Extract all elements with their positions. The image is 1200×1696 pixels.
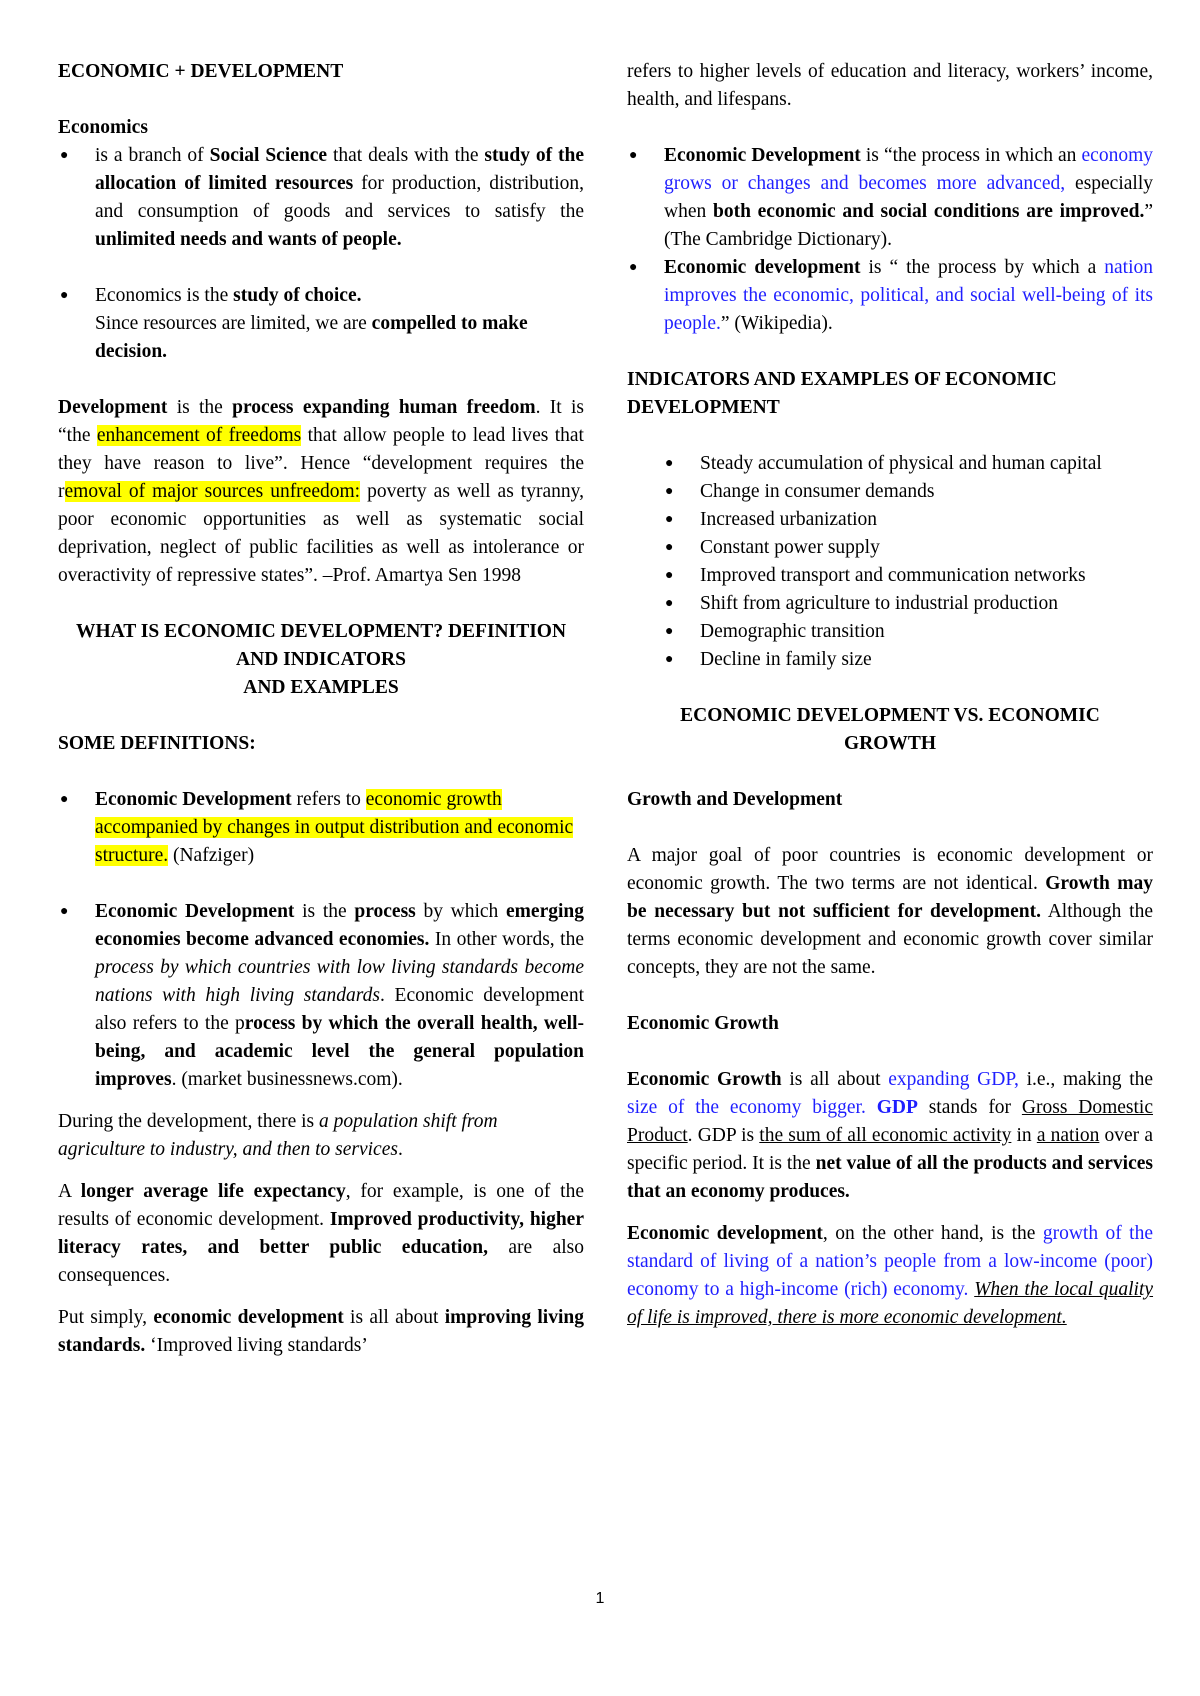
life-expectancy-paragraph: A longer average life expectancy, for example, is one of the results of economic development. Improved productivity, higher literacy rates, and better public education, are also consequences.	[58, 1181, 585, 1286]
development-paragraph: Development is the process expanding human freedom. It is “the enhancement of freedoms that allow people to lead lives that they have reason to live”. Hence “development requires the removal of major sources unfreedom: poverty as well as tyranny, poor economic opportunities as well as systematic social deprivation, neglect of public facilities as well as intolerance or overactivity of repressive states”. –Prof. Amartya Sen 1998	[58, 397, 584, 586]
bullet-icon: ●	[629, 148, 638, 163]
bullet-icon: ●	[665, 512, 674, 527]
population-shift-paragraph: During the development, there is a population shift from agriculture to industry, and then to services.	[58, 1111, 498, 1160]
indicators-list	[627, 450, 1153, 674]
indicator-item: ● Increased urbanization	[627, 506, 1153, 534]
indicator-item: ● Decline in family size	[627, 646, 1153, 674]
economics-list	[58, 142, 584, 254]
bullet-icon: ●	[629, 260, 638, 275]
economic-growth-heading: Economic Growth	[627, 1013, 779, 1034]
growth-development-heading: Growth and Development	[627, 789, 843, 810]
what-is-heading: WHAT IS ECONOMIC DEVELOPMENT? DEFINITION AND INDICATORS	[75, 621, 567, 670]
economic-development-paragraph: Economic development, on the other hand, is the growth of the standard of living of a nation’s people from a low-income (poor) economy to a high-income (rich) economy. When the local quality of life is improved, there is more economic development.	[627, 1223, 1154, 1328]
right-column	[627, 58, 1153, 1332]
list-item: ● Economics is the study of choice. Since resources are limited, we are compelled to make decision.	[58, 282, 584, 366]
economics-heading: Economics	[58, 117, 148, 138]
bullet-icon: ●	[665, 624, 674, 639]
bullet-icon: ●	[665, 568, 674, 583]
list-item: ● Economic Development is the process by which emerging economies become advanced economies. In other words, the process by which countries with low living standards become nations with high living standards. Economic development also refers to the process by which the overall health, well-being, and academic level the general population improves. (market businessnews.com).	[58, 898, 584, 1094]
put-simply-paragraph: Put simply, economic development is all about improving living standards. ‘Improved living standards’	[58, 1307, 584, 1356]
economic-growth-paragraph: Economic Growth is all about expanding GDP, i.e., making the size of the economy bigger. GDP stands for Gross Domestic Product. GDP is the sum of all economic activity in a nation over a specific period. It is the net value of all the products and services that an economy produces.	[627, 1069, 1154, 1202]
left-column	[58, 58, 584, 1360]
page-number: 1	[595, 1590, 605, 1607]
document-title: ECONOMIC + DEVELOPMENT	[58, 61, 344, 82]
indicator-item: ● Demographic transition	[627, 618, 1153, 646]
bullet-icon: ●	[60, 904, 69, 919]
bullet-icon: ●	[665, 596, 674, 611]
economics-choice-list	[58, 282, 584, 366]
bullet-icon: ●	[665, 456, 674, 471]
bullet-icon: ●	[60, 148, 69, 163]
indicator-item: ● Change in consumer demands	[627, 478, 1153, 506]
indicators-heading: INDICATORS AND EXAMPLES OF ECONOMIC DEVELOPMENT	[627, 369, 1057, 418]
definitions-list-3	[627, 142, 1153, 338]
indicator-item: ● Steady accumulation of physical and human capital	[627, 450, 1153, 478]
indicator-item: ● Constant power supply	[627, 534, 1153, 562]
bullet-icon: ●	[665, 652, 674, 667]
bullet-icon: ●	[60, 288, 69, 303]
list-item: ● Economic development is “ the process by which a nation improves the economic, political, and social well-being of its people.” (Wikipedia).	[627, 254, 1153, 338]
vs-heading: ECONOMIC DEVELOPMENT VS. ECONOMIC	[680, 705, 1100, 726]
continued-paragraph: refers to higher levels of education and literacy, workers’ income, health, and lifespans.	[627, 61, 1153, 110]
growth-development-paragraph: A major goal of poor countries is economic development or economic growth. The two terms are not identical. Growth may be necessary but not sufficient for development. Although the terms economic development and economic growth cover similar concepts, they are not the same.	[627, 845, 1153, 978]
what-is-heading-cont: AND EXAMPLES	[243, 677, 399, 698]
vs-heading-cont: GROWTH	[843, 733, 937, 754]
indicator-item: ● Improved transport and communication networks	[627, 562, 1153, 590]
list-item: ● Economic Development is “the process in which an economy grows or changes and becomes more advanced, especially when both economic and social conditions are improved.” (The Cambridge Dictionary).	[627, 142, 1153, 254]
some-definitions-heading: SOME DEFINITIONS:	[58, 733, 256, 754]
list-item: ● Economic Development refers to economic growth accompanied by changes in output distribution and economic structure. (Nafziger)	[58, 786, 584, 870]
bullet-icon: ●	[665, 540, 674, 555]
definitions-list-2	[58, 898, 584, 1094]
bullet-icon: ●	[665, 484, 674, 499]
bullet-icon: ●	[60, 792, 69, 807]
indicator-item: ● Shift from agriculture to industrial production	[627, 590, 1153, 618]
list-item: ● is a branch of Social Science that deals with the study of the allocation of limited resources for production, distribution, and consumption of goods and services to satisfy the unlimited needs and wants of people.	[58, 142, 584, 254]
definitions-list	[58, 786, 584, 870]
